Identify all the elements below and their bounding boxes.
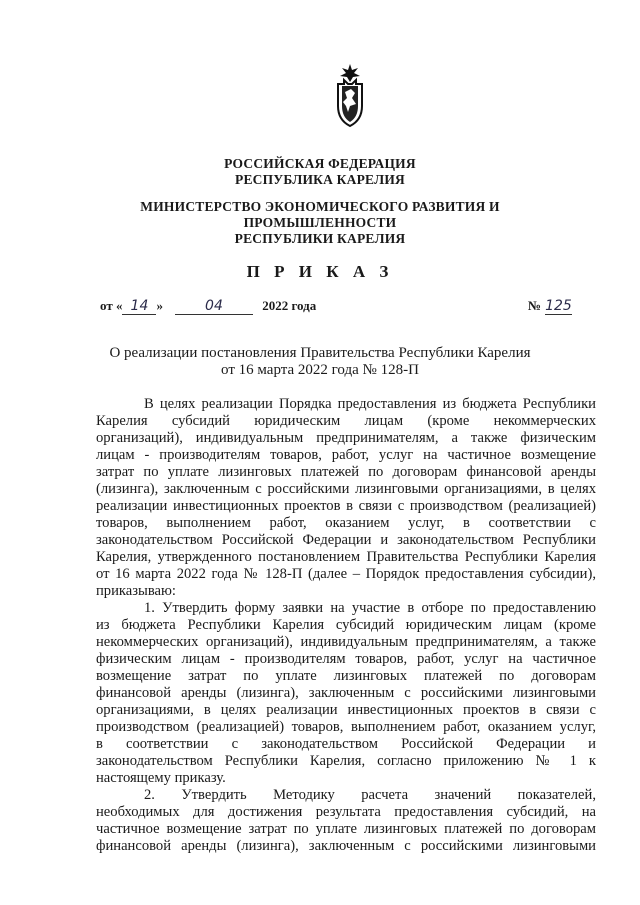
country-header bbox=[0, 156, 640, 188]
date-line bbox=[100, 298, 316, 315]
text-line: законодательством Российской Федерации и законодательством Республики bbox=[96, 532, 596, 548]
date-mid: » bbox=[156, 298, 163, 313]
date-year: 2022 года bbox=[262, 298, 317, 313]
order-body bbox=[96, 396, 596, 855]
text-line: приказываю: bbox=[96, 583, 176, 599]
text-line: производством (реализацией) товаров, выполнением работ, оказанием услуг, bbox=[96, 719, 596, 735]
text-line: организаций), индивидуальным предпринимателям, а также физическим bbox=[96, 430, 596, 446]
text-line: (лизинга), заключенным с российскими лизинговыми организациями, в целях bbox=[96, 481, 596, 497]
text-line: организациями, в целях реализации инвестиционных проектов в связи с bbox=[96, 702, 596, 718]
text-line: Карелия субсидий юридическим лицам (кроме некоммерческих bbox=[96, 413, 596, 429]
text-line: финансовой аренды (лизинга), заключенным с российскими лизинговыми bbox=[96, 685, 596, 701]
date-prefix: от « bbox=[100, 298, 123, 313]
text-line: необходимых для достижения результата предоставления субсидий, на bbox=[96, 804, 596, 820]
ministry-line-3: РЕСПУБЛИКИ КАРЕЛИЯ bbox=[234, 231, 406, 246]
subject-line-1: О реализации постановления Правительства Республики Карелия bbox=[109, 345, 531, 361]
text-line: физическим лицам - производителям товаров, работ, услуг на частичное bbox=[96, 651, 596, 667]
date-day: 14 bbox=[122, 298, 156, 315]
text-line: Карелия, утвержденного постановлением Правительства Республики Карелия bbox=[96, 549, 596, 565]
text-line: 2. Утвердить Методику расчета значений показателей, bbox=[144, 787, 596, 803]
country-name: РОССИЙСКАЯ ФЕДЕРАЦИЯ bbox=[224, 156, 416, 171]
text-line: некоммерческих организаций), индивидуальным предпринимателям, а также bbox=[96, 634, 596, 650]
number-line bbox=[528, 298, 572, 314]
republic-name: РЕСПУБЛИКА КАРЕЛИЯ bbox=[235, 172, 405, 187]
text-line: настоящему приказу. bbox=[96, 770, 226, 786]
document-type-title: П Р И К А З bbox=[246, 262, 394, 281]
text-line: возмещение затрат по уплате лизинговых платежей по договорам bbox=[96, 668, 596, 684]
number-value: 125 bbox=[545, 298, 572, 314]
text-line: финансовой аренды (лизинга), заключенным с российскими лизинговыми bbox=[96, 838, 596, 854]
text-line: частичное возмещение затрат по уплате лизинговых платежей по договорам bbox=[96, 821, 596, 837]
text-line: 1. Утвердить форму заявки на участие в отборе по предоставлению bbox=[144, 600, 596, 616]
order-subject bbox=[0, 345, 640, 379]
text-line: от 16 марта 2022 года № 128-П (далее – Порядок предоставления субсидии), bbox=[96, 566, 596, 582]
intro-paragraph bbox=[96, 396, 596, 600]
item-2-paragraph bbox=[96, 787, 596, 855]
ministry-line-1: МИНИСТЕРСТВО ЭКОНОМИЧЕСКОГО РАЗВИТИЯ И bbox=[140, 199, 500, 214]
text-line: реализации инвестиционных проектов в связи с производством (реализацией) bbox=[96, 498, 596, 514]
ministry-line-2: ПРОМЫШЛЕННОСТИ bbox=[243, 215, 397, 230]
item-1-paragraph bbox=[96, 600, 596, 787]
text-line: лицам - производителям товаров, работ, услуг на частичное возмещение bbox=[96, 447, 596, 463]
text-line: товаров, выполнением работ, оказанием услуг, в соответствии с bbox=[96, 515, 596, 531]
subject-line-2: от 16 марта 2022 года № 128-П bbox=[221, 362, 419, 378]
date-month: 04 bbox=[175, 298, 253, 315]
text-line: законодательством Республики Карелия, согласно приложению № 1 к bbox=[96, 753, 596, 769]
text-line: затрат по уплате лизинговых платежей по договорам финансовой аренды bbox=[96, 464, 596, 480]
text-line: В целях реализации Порядка предоставления из бюджета Республики bbox=[144, 396, 596, 412]
ministry-header bbox=[0, 199, 640, 247]
number-label: № bbox=[528, 298, 542, 313]
text-line: из бюджета Республики Карелия субсидий юридическим лицам (кроме bbox=[96, 617, 596, 633]
text-line: в соответствии с законодательством Российской Федерации и bbox=[96, 736, 596, 752]
karelia-coat-of-arms-icon bbox=[328, 62, 372, 130]
